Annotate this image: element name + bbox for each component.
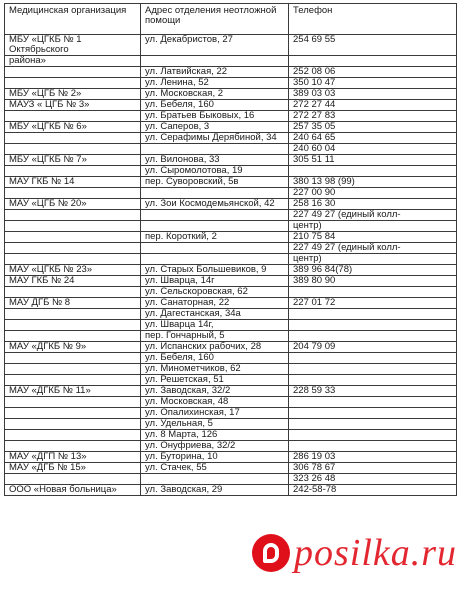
cell-address: ул. Стачек, 55 — [141, 463, 289, 474]
cell-address — [141, 221, 289, 232]
cell-organization — [5, 353, 141, 364]
cell-organization: МБУ «ЦГКБ № 7» — [5, 155, 141, 166]
cell-organization: МАУ «ДГБ № 15» — [5, 463, 141, 474]
cell-address: пер. Суворовский, 5в — [141, 177, 289, 188]
cell-phone: 252 08 06 — [289, 67, 457, 78]
cell-organization — [5, 133, 141, 144]
cell-organization — [5, 144, 141, 155]
table-row — [5, 67, 457, 78]
table-row — [5, 188, 457, 199]
table-row — [5, 375, 457, 386]
table-row — [5, 309, 457, 320]
cell-address: ул. Саперов, 3 — [141, 122, 289, 133]
cell-phone: 227 49 27 (единый колл- — [289, 210, 457, 221]
table-row — [5, 397, 457, 408]
cell-address: ул. Удельная, 5 — [141, 419, 289, 430]
table-row — [5, 430, 457, 441]
cell-address: ул. Заводская, 29 — [141, 485, 289, 496]
cell-address: ул. Вилонова, 33 — [141, 155, 289, 166]
header-organization: Медицинская организация — [5, 4, 141, 35]
cell-address: ул. Бебеля, 160 — [141, 100, 289, 111]
cell-organization — [5, 78, 141, 89]
cell-organization — [5, 111, 141, 122]
cell-phone: 306 78 67 — [289, 463, 457, 474]
cell-phone: 242-58-78 — [289, 485, 457, 496]
cell-organization — [5, 287, 141, 298]
cell-organization — [5, 441, 141, 452]
cell-phone: центр) — [289, 254, 457, 265]
table-row — [5, 474, 457, 485]
cell-address — [141, 254, 289, 265]
table-row — [5, 177, 457, 188]
cell-phone: 204 79 09 — [289, 342, 457, 353]
cell-address: пер. Короткий, 2 — [141, 232, 289, 243]
table-row — [5, 221, 457, 232]
cell-address: ул. Санаторная, 22 — [141, 298, 289, 309]
cell-address: ул. Ленина, 52 — [141, 78, 289, 89]
cell-address: ул. Старых Большевиков, 9 — [141, 265, 289, 276]
cell-address: ул. Дагестанская, 34а — [141, 309, 289, 320]
cell-address: ул. Испанских рабочих, 28 — [141, 342, 289, 353]
table-row — [5, 265, 457, 276]
cell-organization: МАУ ГКБ № 14 — [5, 177, 141, 188]
cell-organization — [5, 408, 141, 419]
cell-address: ул. Серафимы Дерябиной, 34 — [141, 133, 289, 144]
cell-organization: МАУ «ДГКБ № 11» — [5, 386, 141, 397]
cell-phone: 257 35 05 — [289, 122, 457, 133]
cell-address: пер. Гончарный, 5 — [141, 331, 289, 342]
cell-organization — [5, 320, 141, 331]
cell-phone: 227 00 90 — [289, 188, 457, 199]
cell-phone — [289, 375, 457, 386]
clinics-table — [4, 3, 457, 496]
cell-organization — [5, 331, 141, 342]
table-row — [5, 441, 457, 452]
cell-address: ул. Латвийская, 22 — [141, 67, 289, 78]
table-row — [5, 331, 457, 342]
cell-phone: 272 27 44 — [289, 100, 457, 111]
watermark-text: posilka.ru — [294, 532, 458, 574]
cell-organization: МАУ «ДГП № 13» — [5, 452, 141, 463]
table-row — [5, 386, 457, 397]
table-row — [5, 364, 457, 375]
table-row — [5, 276, 457, 287]
cell-organization: МАУ ДГБ № 8 — [5, 298, 141, 309]
header-address: Адрес отделения неотложной помощи — [141, 4, 289, 35]
cell-phone — [289, 287, 457, 298]
cell-phone — [289, 397, 457, 408]
table-row — [5, 78, 457, 89]
table-row — [5, 199, 457, 210]
table-row — [5, 320, 457, 331]
cell-address — [141, 144, 289, 155]
table-row — [5, 133, 457, 144]
cell-address — [141, 56, 289, 67]
cell-phone — [289, 419, 457, 430]
cell-phone: 228 59 33 — [289, 386, 457, 397]
cell-phone — [289, 309, 457, 320]
cell-organization: ООО «Новая больница» — [5, 485, 141, 496]
cell-address: ул. Братьев Быковых, 16 — [141, 111, 289, 122]
cell-address: ул. Минометчиков, 62 — [141, 364, 289, 375]
cell-organization: МАУ ГКБ № 24 — [5, 276, 141, 287]
cell-phone — [289, 408, 457, 419]
table-row — [5, 122, 457, 133]
cell-organization — [5, 254, 141, 265]
cell-address: ул. Бебеля, 160 — [141, 353, 289, 364]
cell-organization: МБУ «ЦГКБ № 1 Октябрьского — [5, 35, 141, 56]
table-row — [5, 452, 457, 463]
cell-phone: 227 01 72 — [289, 298, 457, 309]
cell-organization — [5, 430, 141, 441]
cell-address: ул. Буторина, 10 — [141, 452, 289, 463]
cell-organization: МАУ «ЦГКБ № 23» — [5, 265, 141, 276]
cell-organization — [5, 364, 141, 375]
cell-address: ул. Сыромолотова, 19 — [141, 166, 289, 177]
cell-organization: района» — [5, 56, 141, 67]
table-row — [5, 89, 457, 100]
cell-organization — [5, 232, 141, 243]
cell-phone: 240 64 65 — [289, 133, 457, 144]
cell-address: ул. Декабристов, 27 — [141, 35, 289, 56]
cell-phone: 254 69 55 — [289, 35, 457, 56]
cell-address: ул. Шварца, 14г — [141, 276, 289, 287]
table-row — [5, 485, 457, 496]
cell-address: ул. Московская, 2 — [141, 89, 289, 100]
table-row — [5, 287, 457, 298]
header-phone: Телефон — [289, 4, 457, 35]
cell-phone: 286 19 03 — [289, 452, 457, 463]
cell-organization: МАУ «ЦГБ № 20» — [5, 199, 141, 210]
cell-organization — [5, 309, 141, 320]
cell-organization — [5, 188, 141, 199]
cell-phone: 389 80 90 — [289, 276, 457, 287]
table-row — [5, 353, 457, 364]
cell-phone: 389 03 03 — [289, 89, 457, 100]
cell-phone — [289, 331, 457, 342]
watermark-pin-icon — [252, 534, 290, 572]
table-row — [5, 35, 457, 56]
cell-organization: МБУ «ЦГБ № 2» — [5, 89, 141, 100]
cell-phone — [289, 56, 457, 67]
cell-organization — [5, 419, 141, 430]
table-row — [5, 144, 457, 155]
cell-organization — [5, 210, 141, 221]
cell-organization: МАУ «ДГКБ № 9» — [5, 342, 141, 353]
cell-address — [141, 210, 289, 221]
table-header-row — [5, 4, 457, 35]
cell-phone: 380 13 98 (99) — [289, 177, 457, 188]
table-row — [5, 166, 457, 177]
table-row — [5, 56, 457, 67]
table-row — [5, 210, 457, 221]
table-row — [5, 155, 457, 166]
cell-phone — [289, 441, 457, 452]
cell-phone — [289, 430, 457, 441]
cell-address: ул. Онуфриева, 32/2 — [141, 441, 289, 452]
watermark-logo — [252, 518, 458, 588]
cell-phone: 272 27 83 — [289, 111, 457, 122]
cell-phone: 389 96 84(78) — [289, 265, 457, 276]
cell-phone: 305 51 11 — [289, 155, 457, 166]
table-body — [5, 35, 457, 496]
table-row — [5, 232, 457, 243]
cell-address: ул. Опалихинская, 17 — [141, 408, 289, 419]
cell-address: ул. Московская, 48 — [141, 397, 289, 408]
cell-organization: МАУЗ « ЦГБ № 3» — [5, 100, 141, 111]
cell-address: ул. Решетская, 51 — [141, 375, 289, 386]
table-row — [5, 243, 457, 254]
cell-organization — [5, 375, 141, 386]
cell-phone — [289, 364, 457, 375]
cell-address — [141, 188, 289, 199]
table-row — [5, 100, 457, 111]
table-row — [5, 298, 457, 309]
cell-address: ул. Шварца 14г, — [141, 320, 289, 331]
cell-organization — [5, 166, 141, 177]
cell-organization — [5, 243, 141, 254]
cell-phone: 227 49 27 (единый колл- — [289, 243, 457, 254]
cell-organization — [5, 221, 141, 232]
cell-phone: 240 60 04 — [289, 144, 457, 155]
cell-organization — [5, 67, 141, 78]
table-row — [5, 419, 457, 430]
cell-address: ул. Заводская, 32/2 — [141, 386, 289, 397]
cell-phone — [289, 166, 457, 177]
cell-address: ул. 8 Марта, 126 — [141, 430, 289, 441]
cell-phone: 258 16 30 — [289, 199, 457, 210]
cell-address: ул. Зои Космодемьянской, 42 — [141, 199, 289, 210]
cell-address: ул. Сельскоровская, 62 — [141, 287, 289, 298]
cell-phone: 210 75 84 — [289, 232, 457, 243]
cell-phone — [289, 353, 457, 364]
cell-address — [141, 243, 289, 254]
cell-phone: 350 10 47 — [289, 78, 457, 89]
cell-address — [141, 474, 289, 485]
cell-organization — [5, 397, 141, 408]
table-row — [5, 342, 457, 353]
cell-phone: центр) — [289, 221, 457, 232]
table-row — [5, 463, 457, 474]
table-row — [5, 111, 457, 122]
table-row — [5, 254, 457, 265]
cell-phone: 323 26 48 — [289, 474, 457, 485]
cell-organization — [5, 474, 141, 485]
table-row — [5, 408, 457, 419]
cell-phone — [289, 320, 457, 331]
cell-organization: МБУ «ЦГКБ № 6» — [5, 122, 141, 133]
